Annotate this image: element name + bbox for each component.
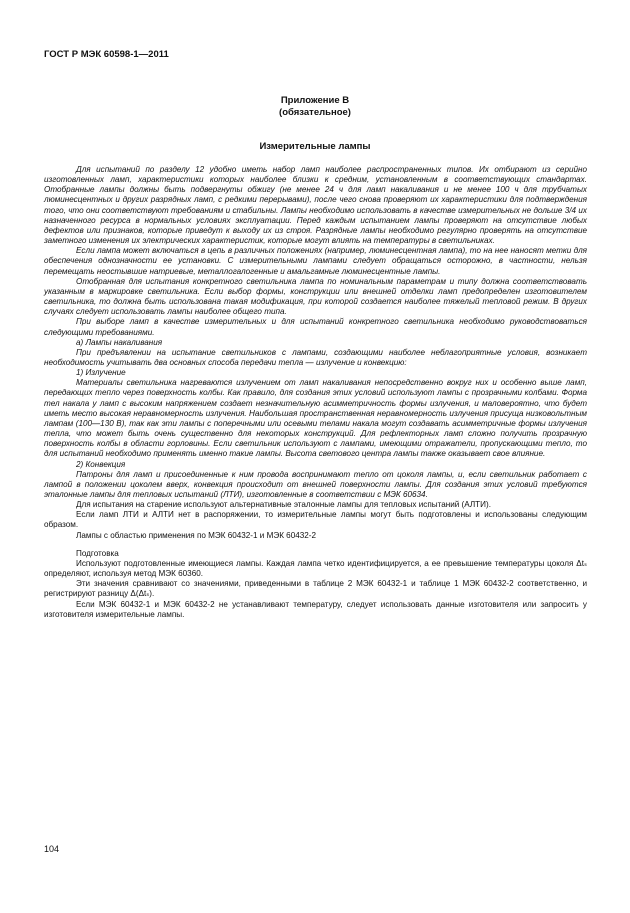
section-title: Измерительные лампы <box>259 141 371 152</box>
appendix-heading <box>0 95 630 119</box>
paragraph: Для испытания на старение используют альтернативные эталонные лампы для тепловых испытаний (АЛТИ). <box>76 500 491 510</box>
appendix-title: Приложение В <box>280 95 350 106</box>
appendix-status: (обязательное) <box>279 107 351 118</box>
list-heading: 2) Конвекция <box>76 459 126 469</box>
subheading: Подготовка <box>76 548 119 558</box>
subheading: Лампы с областью применения по МЭК 60432-1 и МЭК 60432-2 <box>76 530 317 540</box>
list-heading: 1) Излучение <box>76 368 126 378</box>
standard-code-header: ГОСТ Р МЭК 60598-1—2011 <box>44 49 169 60</box>
paragraph: Если МЭК 60432-1 и МЭК 60432-2 не устанавливают температуру, следует использовать данные изготовителя или запросить у изготовителя измерительные лампы. <box>44 599 587 619</box>
document-body <box>44 165 587 620</box>
paragraph: Эти значения сравнивают со значениями, приведенными в таблице 2 МЭК 60432-1 и таблице 1 МЭК 60432-2 соответственно, и регистрируют разницу Δ(Δtₛ). <box>44 579 587 599</box>
paragraph: Если лампа может включаться в цепь в различных положениях (например, люминесцентная лампа), то на нее наносят метки для обеспечения однозначности ее установки. С измерительными лампами следует обращаться осторожно, в частности, нельзя перемещать неостывшие натриевые, металлогалогенные и амальгамные люминесцентные лампы. <box>44 246 587 276</box>
paragraph: Патроны для ламп и присоединенные к ним провода воспринимают тепло от цоколя лампы, и, если светильник работает с лампой в положении цоколем вверх, конвекция происходит от внешней поверхности лампы. Для создания этих условий требуются эталонные лампы для тепловых испытаний (ЛТИ), изготовленные в соответствии с МЭК 60634. <box>44 469 587 499</box>
paragraph: При предъявлении на испытание светильников с лампами, создающими наиболее неблагоприятные условия, возникает необходимость учитывать два основных способа передачи тепла — излучение и конвекцию: <box>44 347 587 367</box>
page-number: 104 <box>44 844 60 854</box>
paragraph: Используют подготовленные имеющиеся лампы. Каждая лампа четко идентифицируется, а ее превышение температуры цоколя Δtₛ определяют, используя метод МЭК 60360. <box>44 558 587 579</box>
paragraph: Если ламп ЛТИ и АЛТИ нет в распоряжении, то измерительные лампы могут быть подготовлены и использованы следующим образом. <box>44 510 587 530</box>
paragraph: При выборе ламп в качестве измерительных и для испытаний конкретного светильника необходимо руководствоваться следующими требованиями. <box>44 317 587 337</box>
paragraph: Материалы светильника нагреваются излучением от ламп накаливания непосредственно вокруг них и особенно выше ламп, передающих тепло через поверхность колбы. Как правило, для создания этих условий используют лампы с прозрачными колбами. Форма тел накала у ламп с высоким напряжением создает незначительную асимметричность формы излучения, и маловероятно, что будет иметь место высокая неравномерность излучения. Наибольшая пространственная неравномерность излучения присуща низковольтным лампам (100—130 В), так как эти лампы с поперечными или осевыми телами накала могут создавать асимметричные формы излучения тепла, что может быть очень существенно для некоторых конструкций. Для рефлекторных ламп сложно получить прозрачную поверхность колбы в области горловины. Если светильник используют с лампами, имеющими отражатели, пропускающими тепло, то для испытаний необходимо применять именно такие лампы. Высота светового центра лампы также оказывает свое влияние. <box>44 378 587 459</box>
paragraph: Отобранная для испытания конкретного светильника лампа по номинальным параметрам и типу должна соответствовать указанным в маркировке светильника. Если выбор формы, конструкции или внешней отделки ламп предопределен изготовителем светильника, то должна быть использована такая модификация, при которой создается наиболее тяжелый тепловой режим. В других случаях следует использовать лампы наиболее общего типа. <box>44 276 587 317</box>
list-heading: а) Лампы накаливания <box>76 337 163 347</box>
paragraph: Для испытаний по разделу 12 удобно иметь набор ламп наиболее распространенных типов. Их отбирают из серийно изготовленных ламп, характеристики которых наиболее близки к средним, установленным в соответствующих стандартах. Отобранные лампы должны быть подвергнуты обжигу (не менее 24 ч для ламп накаливания и не менее 100 ч для трубчатых люминесцентных и других разрядных ламп, с редкими перерывами), после чего снова проверяют их характеристики для подтверждения того, что они соответствуют требованиям и стабильны. Лампы необходимо использовать в качестве измерительных не дольше 3/4 их назначенного ресурса в нормальных условиях эксплуатации. Перед каждым испытанием лампы проверяют на отсутствие любых дефектов или признаков, которые приведут к выходу их из строя. Разрядные лампы необходимо регулярно проверять на отсутствие заметного изменения их электрических характеристик, которые могут влиять на температуры в светильниках. <box>44 165 587 246</box>
